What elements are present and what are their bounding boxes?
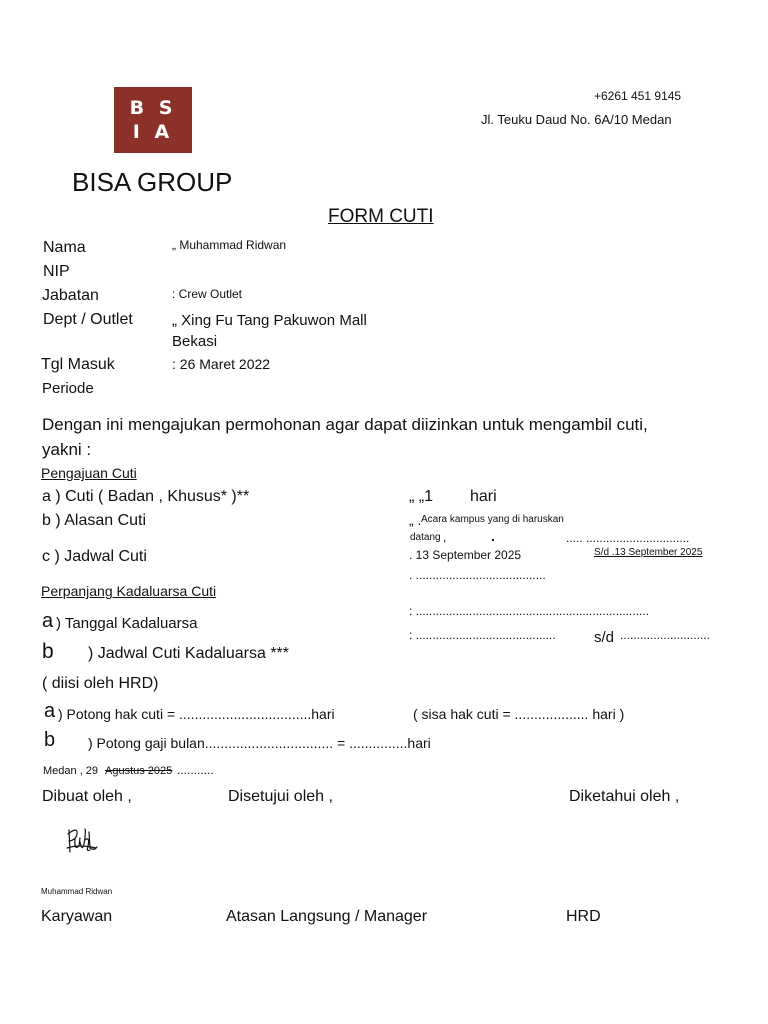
tgl-masuk-label: Tgl Masuk <box>41 356 115 373</box>
kadaluarsa-letter-a: a <box>42 610 54 632</box>
sisa-hak-cuti: ( sisa hak cuti = ................... hari ) <box>413 706 625 722</box>
role-atasan: Atasan Langsung / Manager <box>226 908 428 925</box>
disetujui-oleh: Disetujui oleh , <box>228 788 333 805</box>
kadaluarsa-letter-b: b <box>42 640 54 663</box>
cuti-item-c-dots: . ....................................... <box>409 568 546 582</box>
kadaluarsa-item-b: ) Jadwal Cuti Kadaluarsa *** <box>88 645 289 662</box>
nama-label: Nama <box>43 239 86 256</box>
jabatan-value: : Crew Outlet <box>172 287 243 301</box>
hrd-letter-a: a <box>44 700 56 722</box>
cuti-item-c-value: . 13 September 2025 <box>409 548 522 562</box>
cuti-item-b-comma: , <box>443 530 447 544</box>
role-hrd: HRD <box>566 908 601 925</box>
intro-line2: yakni : <box>42 440 92 459</box>
perpanjang-title: Perpanjang Kadaluarsa Cuti <box>41 583 217 599</box>
kadaluarsa-value: : ...................................................................... <box>409 604 650 618</box>
jadwal-kadaluarsa-right: ........................... <box>620 628 711 642</box>
sign-date-month: Agustus 2025 <box>105 765 173 777</box>
cuti-item-b-prefix: „ . <box>409 512 422 528</box>
logo-text-top: B S <box>129 97 177 119</box>
potong-gaji: ) Potong gaji bulan................................. = ...............hari <box>88 735 431 751</box>
jabatan-label: Jabatan <box>42 287 99 304</box>
dept-label: Dept / Outlet <box>43 311 133 328</box>
jadwal-kadaluarsa-sd: s/d <box>594 629 615 646</box>
signer-name: Muhammad Ridwan <box>41 887 113 896</box>
cuti-item-b-dot: . <box>491 528 495 544</box>
hrd-letter-b: b <box>44 729 56 751</box>
cuti-item-a-value: „ „1 <box>409 488 433 505</box>
cuti-item-b-dots: ..... ............................... <box>566 531 690 545</box>
cuti-item-b: b ) Alasan Cuti <box>42 512 147 529</box>
company-name: BISA GROUP <box>72 167 233 197</box>
cuti-item-a: a ) Cuti ( Badan , Khusus* )** <box>42 488 250 505</box>
pengajuan-title: Pengajuan Cuti <box>41 465 137 481</box>
dept-value-line1: „ Xing Fu Tang Pakuwon Mall <box>172 312 367 329</box>
company-logo <box>114 87 192 153</box>
cuti-item-b-value-line2: datang <box>410 532 441 543</box>
cuti-item-a-unit: hari <box>470 488 497 505</box>
cuti-item-b-value-line1: Acara kampus yang di haruskan <box>421 514 564 525</box>
jadwal-kadaluarsa-left: : .......................................... <box>409 628 556 642</box>
cuti-item-c: c ) Jadwal Cuti <box>42 548 147 565</box>
nama-value: „ Muhammad Ridwan <box>172 238 287 252</box>
hrd-note: ( diisi oleh HRD) <box>42 675 159 692</box>
company-phone: +6261 451 9145 <box>594 89 682 103</box>
dept-value-line2: Bekasi <box>172 333 218 350</box>
role-karyawan: Karyawan <box>41 908 113 925</box>
logo-text-bottom: I A <box>132 121 174 143</box>
kadaluarsa-item-a: ) Tanggal Kadaluarsa <box>56 615 198 632</box>
company-address: Jl. Teuku Daud No. 6A/10 Medan <box>481 112 672 127</box>
signature-image <box>64 824 100 856</box>
nip-label: NIP <box>43 263 70 280</box>
sign-date-dots: ........... <box>177 763 214 777</box>
sign-date-prefix: Medan , 29 <box>43 765 99 777</box>
periode-label: Periode <box>42 380 94 397</box>
tgl-masuk-value: : 26 Maret 2022 <box>172 356 271 372</box>
intro-line1: Dengan ini mengajukan permohonan agar dapat diizinkan untuk mengambil cuti, <box>42 415 648 434</box>
cuti-item-c-end: S/d .13 September 2025 <box>594 547 703 558</box>
potong-hak-cuti: ) Potong hak cuti = ..................................hari <box>58 706 335 722</box>
dibuat-oleh: Dibuat oleh , <box>42 788 132 805</box>
diketahui-oleh: Diketahui oleh , <box>569 788 680 805</box>
form-title: FORM CUTI <box>328 206 434 227</box>
